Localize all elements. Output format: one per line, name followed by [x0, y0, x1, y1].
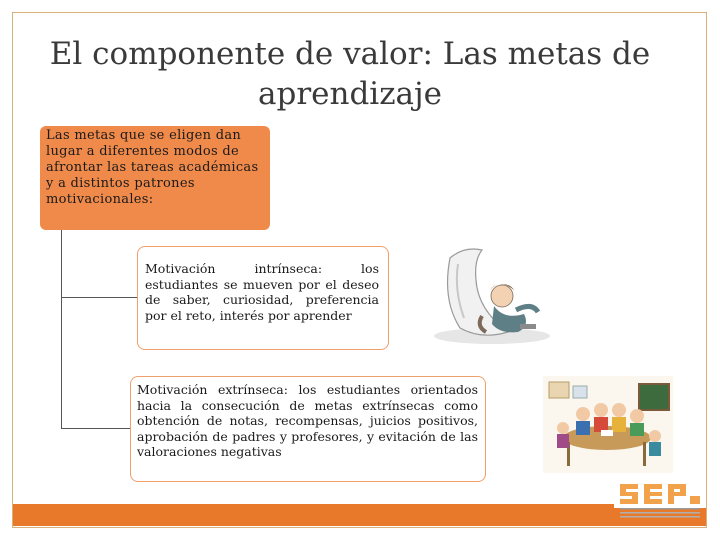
intrinsic-motivation-node: Motivación intrínseca: los estudiantes se mueven por el deseo de saber, curiosidad, preferencia por el reto, interés por aprender	[137, 246, 389, 350]
child-in-bowl-illustration	[420, 240, 560, 345]
classroom-illustration	[543, 376, 673, 473]
extrinsic-motivation-node: Motivación extrínseca: los estudiantes orientados hacia la consecución de metas extrínsecas como obtención de notas, recompensas, juicios positivos, aprobación de padres y profesores, y evitación de las valoraciones negativas	[130, 376, 486, 482]
connector-vertical	[61, 230, 62, 428]
slide-title: El componente de valor: Las metas de aprendizaje	[49, 36, 651, 112]
connector-child1	[61, 297, 137, 298]
root-node: Las metas que se eligen dan lugar a diferentes modos de afrontar las tareas académicas y a distintos patrones motivacionales:	[40, 126, 270, 230]
connector-child2	[61, 428, 130, 429]
footer-bar	[13, 504, 706, 526]
sep-logo	[614, 478, 706, 522]
